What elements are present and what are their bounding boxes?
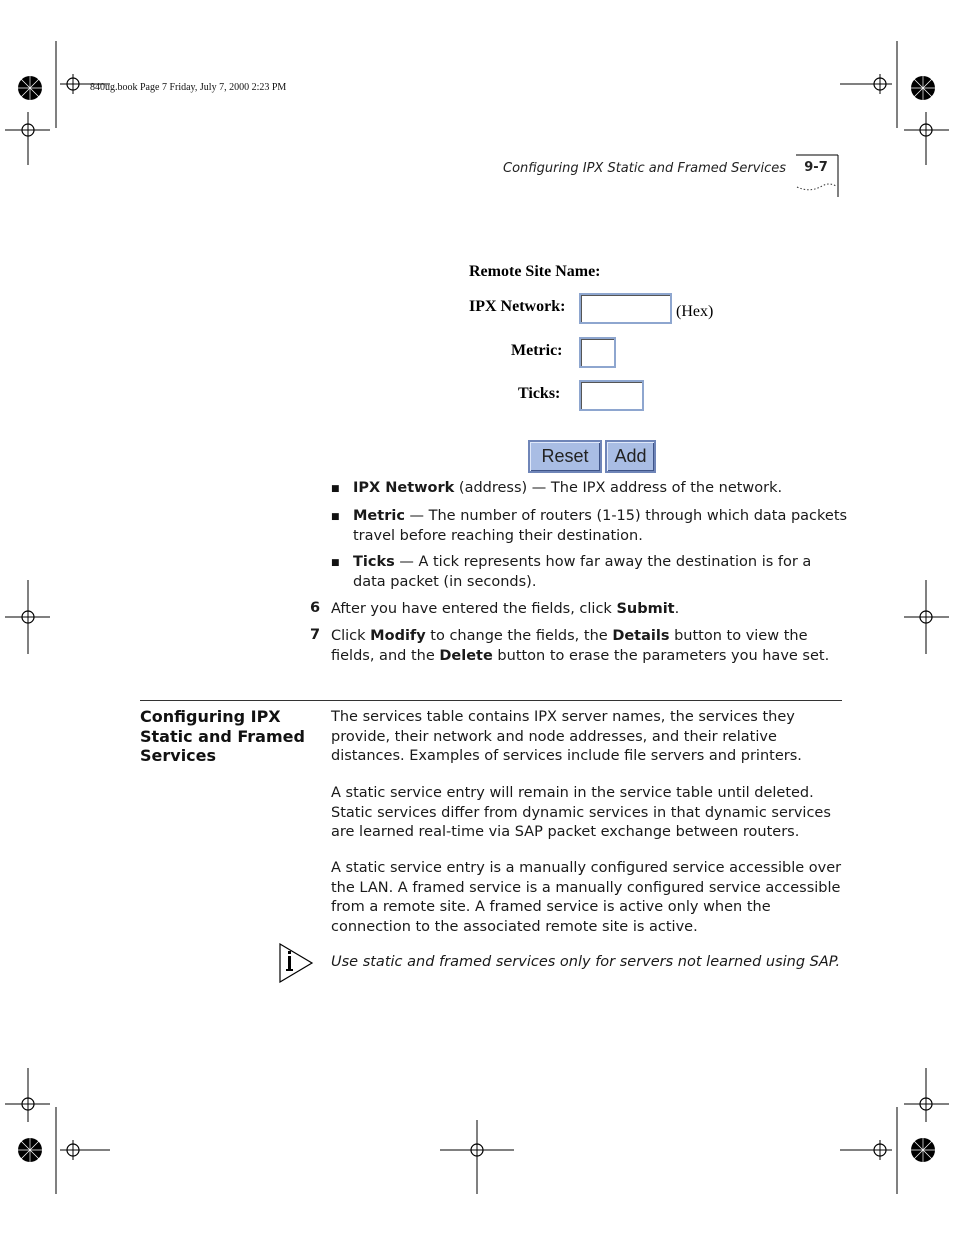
section-paragraph: The services table contains IPX server names, the services they provide, their network and node addresses, and their relative distances. Examples of services include file servers and printers.	[331, 709, 802, 765]
bullet-square-icon: ■	[331, 512, 340, 522]
ticks-input[interactable]	[579, 380, 644, 411]
metric-label: Metric:	[511, 342, 563, 359]
ipx-network-label: IPX Network:	[469, 298, 566, 315]
step-number: 6	[310, 600, 321, 616]
ipx-network-input[interactable]	[579, 293, 672, 324]
add-button[interactable]: Add	[605, 440, 656, 473]
reset-button[interactable]: Reset	[528, 440, 602, 473]
bullet-square-icon: ■	[331, 558, 340, 568]
bullet-ticks: Ticks — A tick represents how far away the destination is for a data packet (in seconds).	[353, 554, 812, 590]
note-text: Use static and framed services only for servers not learned using SAP.	[331, 954, 841, 970]
section-paragraph: A static service entry is a manually configured service accessible over the LAN. A framed service is a manually configured service accessible from a remote site. A framed service is active only when the connection to the associated remote site is active.	[331, 860, 842, 935]
remote-site-name-label: Remote Site Name:	[469, 263, 601, 280]
bullet-metric: Metric — The number of routers (1-15) through which data packets travel before reaching their destination.	[353, 508, 848, 544]
page-number: 9-7	[804, 160, 828, 175]
step-7: Click Modify to change the fields, the Details button to view the fields, and the Delete button to erase the parameters you have set.	[331, 628, 830, 664]
ticks-label: Ticks:	[518, 385, 561, 402]
metric-input[interactable]	[579, 337, 616, 368]
step-6: After you have entered the fields, click Submit.	[331, 601, 680, 617]
hex-hint: (Hex)	[676, 303, 714, 320]
info-note-icon	[278, 943, 314, 983]
section-heading: Configuring IPX Static and Framed Services	[140, 707, 305, 766]
step-number: 7	[310, 627, 321, 643]
print-slug: 840ug.book Page 7 Friday, July 7, 2000 2:23 PM	[90, 82, 287, 93]
section-divider	[140, 700, 842, 701]
running-header-title: Configuring IPX Static and Framed Services	[503, 161, 786, 176]
bullet-ipx-network: IPX Network (address) — The IPX address of the network.	[353, 480, 783, 496]
section-paragraph: A static service entry will remain in the service table until deleted. Static services differ from dynamic services in that dynamic services are learned real-time via SAP packet exchange between routers.	[331, 785, 831, 841]
bullet-square-icon: ■	[331, 484, 340, 494]
